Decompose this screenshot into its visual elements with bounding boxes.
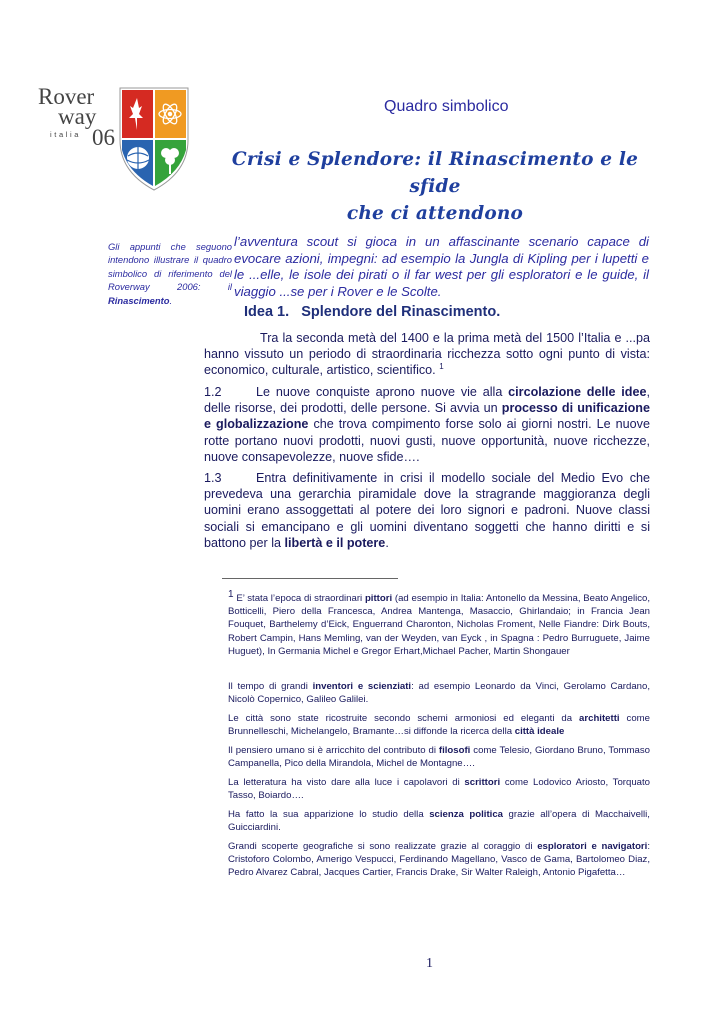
paragraph-text: Le nuove conquiste aprono nuove vie alla [256,385,509,399]
page-number: 1 [426,956,433,971]
footnote-mark: 1 [228,588,234,600]
footnote-text: Le città sono state ricostruite secondo schemi armoniosi ed eleganti da [228,713,580,724]
footnote-text: grazie all’opera di Macchaivelli, Guicciardini. [228,809,650,834]
logo-word-rover: Rover [38,84,95,109]
footnote-text: E’ stata l’epoca di straordinari [233,593,365,604]
footnote-1 [228,588,650,658]
section-label: Quadro simbolico [384,98,509,115]
paragraph-1-3 [204,470,650,551]
paragraph-1-2 [204,384,650,465]
paragraph-number: 1.2 [204,385,222,399]
paragraph-bold: libertà e il potere [284,535,386,550]
footnote-text: (ad esempio in Italia: Antonello da Messina, Beato Angelico, Botticelli, Piero della Francesca, Andrea Mantenga, Masaccio, Ghirlandaio; in Francia Jean Fouquet, Barthelemy d’Eick, Enguerrand Charonton, Nicholas Froment, Nelle Fiandre: Dirk Bouts, Robert Campin, Hans Memling, van der Weyden, van Eyck , in Spagna : Pedro Burruguete, Jaime Huguet), In Germania Michel e Gregor Erhart,Michael Pacher, Martin Shongauer [228,593,650,657]
paragraph-text: che trova compimento forse solo ai giorni nostri. Le nuove rotte portano nuovi prodotti, nuovi gusti, nuove opportunità, nuove ricchezze, nuove consapevolezze, nuove sfide…. [204,417,650,464]
paragraph-bold: circolazione delle idee [508,385,647,399]
footnote-bold: scienza politica [429,809,503,820]
margin-note-bold: Rinascimento [108,294,170,306]
footnote-ref-1[interactable]: 1 [439,362,444,372]
footnote-politics [228,808,650,834]
footnote-text: Ha fatto la sua apparizione lo studio della [228,809,430,820]
footnote-bold: pittori [364,593,393,604]
margin-note-end: . [169,294,173,306]
footnote-text: Grandi scoperte geografiche si sono realizzate grazie al coraggio di [228,841,538,852]
intro-paragraph: l’avventura scout si gioca in un affascinante scenario capace di evocare azioni, impegni: ad esempio la Jungla di Kipling per i lupetti e le ...elle, le isole dei pirati o il far west per gli esploratori e le guide, il viaggio ...se per i Rover e le Scolte. [234,234,649,299]
margin-note [108,240,232,307]
footnote-inventors [228,680,650,706]
footnote-bold: scrittori [464,777,501,788]
footnote-text: come Telesio, Giordano Bruno, Tommaso Campanella, Pico della Mirandola, Michel de Montagne…. [228,745,650,770]
footnote-text: come Lodovico Ariosto, Torquato Tasso, Boiardo…. [228,777,650,802]
footnote-bold: inventori e scienziati [312,681,412,692]
footnote-explorers [228,840,650,880]
footnote-bold: città ideale [514,726,565,738]
paragraph-text: , delle risorse, dei prodotti, delle persone. Si avvia un [204,385,650,416]
footnote-text: La letteratura ha visto dare alla luce i capolavori di [228,777,465,788]
paragraph-bold: processo di unificazione e globalizzazione [204,401,650,432]
roverway-logo [36,82,196,192]
shield-icon [120,88,188,190]
roverway-logo-graphic [36,82,196,192]
globe-icon [127,147,149,169]
logo-word-way: way [58,104,97,129]
footnote-philosophers [228,744,650,770]
footnote-text: Il pensiero umano si è arricchito del contributo di [228,745,439,756]
paragraph-number: 1.3 [204,471,222,485]
footnote-text: : Cristoforo Colombo, Amerigo Vespucci, Ferdinando Magellano, Vasco de Gama, Bartolomeo Diaz, Pedro Alvarez Cabral, Jacques Cartier, Francis Drake, Sir Walter Raleigh, Antonio Pigafetta… [228,841,650,879]
footnote-divider [222,578,398,579]
logo-word-italia: italia [50,130,82,139]
footnote-bold: architetti [579,713,620,724]
page-title-line-1: Crisi e Splendore: il Rinascimento e le sfide [231,149,639,197]
paragraph-text: Entra definitivamente in crisi il modello sociale del Medio Evo che prevedeva una gerarchia piramidale dove la stragrande maggioranza degli uomini erano assoggettati al potere dei loro signori e padroni. Nuove classi sociali si emancipano e gli uomini diventano soggetti che hanno diritti e si battono per la [204,471,650,550]
margin-note-text: Gli appunti che seguono intendono illustrare il quadro simbolico di riferimento del Roverway 2006: il [108,241,232,293]
idea-heading: Idea 1. Splendore del Rinascimento. [244,304,501,320]
footnote-text: come Brunnelleschi, Michelangelo, Bramante…si diffonde la ricerca della [228,713,650,738]
logo-word-06: 06 [92,125,115,150]
footnote-text: : ad esempio Leonardo da Vinci, Gerolamo Cardano, Nicolò Copernico, Galileo Galilei. [228,681,650,706]
footnote-writers [228,776,650,802]
footnote-bold: esploratori e navigatori [537,841,648,852]
paragraph-1-1 [204,330,650,379]
footnote-bold: filosofi [438,745,471,756]
paragraph-1-1-text: Tra la seconda metà del 1400 e la prima metà del 1500 l’Italia e ...pa hanno vissuto un periodo di straordinaria ricchezza sotto ogni punto di vista: economico, culturale, artistico, scientifico. [204,331,650,378]
footnote-text: Il tempo di grandi [228,681,313,692]
page-title [230,146,640,227]
paragraph-text: . [385,535,389,550]
footnote-architects [228,712,650,738]
page-title-line-2: che ci attendono [346,203,524,224]
